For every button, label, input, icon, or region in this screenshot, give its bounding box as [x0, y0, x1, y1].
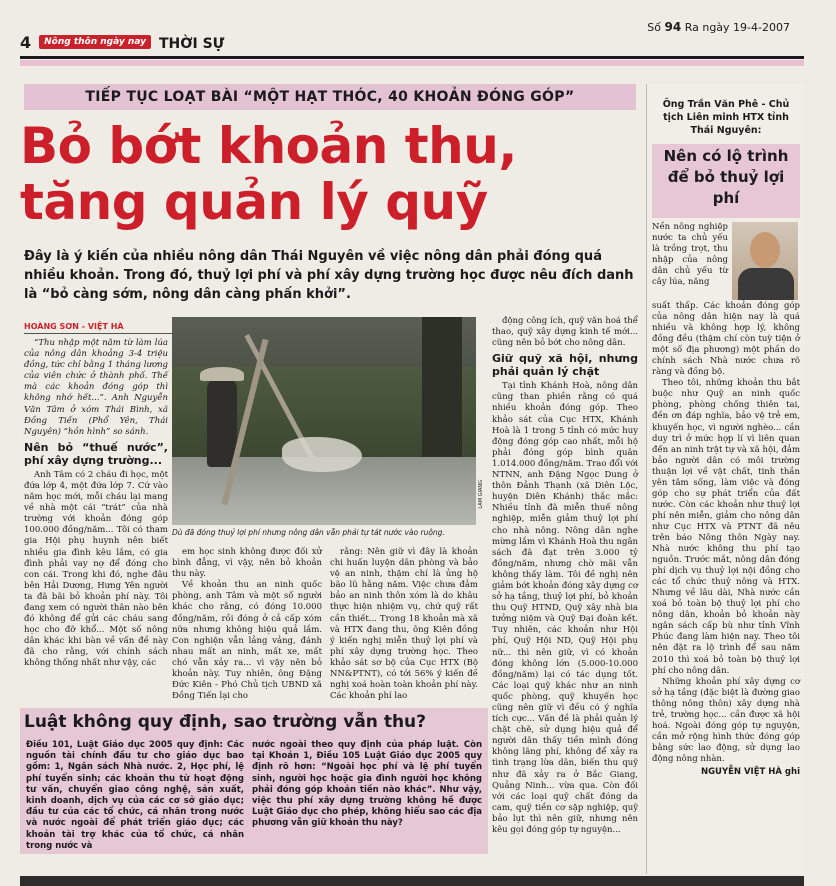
photo-credit: LAM GIANG: [478, 480, 484, 509]
sidebar-paragraph: Những khoản phí xây dựng cơ sở hạ tầng (đặc biệt là đường giao thông nông thôn) xây dựng nhà trẻ, trường học... cần được xã hội hoá. Ngoài đóng góp tự nguyện, cần mở rộng hình thức đóng góp bằng sức lao động, sử dụng lao động nông nhàn.: [652, 676, 800, 764]
signature: NGUYỄN VIỆT HÀ ghi: [700, 766, 800, 777]
portrait-head: [750, 232, 780, 268]
column-4-paragraph: Tại tỉnh Khánh Hoà, nông dân cũng than phiền rằng có quá nhiều khoản đóng góp. Theo khảo sát của Cục HTX, Khánh Hoà là 1 trong 5 tỉnh có mức huy động đóng góp cao nhất, mỗi hộ phải đóng góp bình quân 1.014.000 đồng/năm. Trao đổi với NTNN, anh Đặng Ngọc Dung ở thôn Đảnh Thạnh (xã Diên Lộc, huyện Diên Khánh) thắc mắc: Nhiều tỉnh đã miễn thuế nông nghiệp, miễn giảm thuỷ lợi phí cho nhà nông. Nông dân nghe mừng lắm vì Khánh Hoà thu ngân sách đã đạt trên 3.000 tỷ đồng/năm, nhưng chờ mãi vẫn không thấy làm. Tôi đề nghị nên giảm bớt khoản đóng xây dựng cơ sở hạ tầng, thuỷ lợi phí, bỏ khoản thu Quỹ HTND, Quỹ xây nhà bia tưởng niệm và Quỹ Đại đoàn kết. Tuy nhiên, các khoản như Hội phí, Quỹ Hội ND, Quỹ Hội phụ nữ... thì nên giữ, vì có khoản đóng không lớn (5.000-10.000 đồng/năm) lại có tác dụng tốt. Các loại quỹ khác như an ninh quốc phòng, quỹ khuyến học cũng nên giữ vì đều có ý nghĩa tích cực... Vấn đề là phải quản lý chặt chẽ, sử dụng hiệu quả để người dân thấy tiền mình đóng không lãng phí, không để xảy ra tình trạng lừa dân, biến thu quỹ như đã xảy ra ở Bắc Giang, Quảng Ninh... vừa qua. Còn đối với các loại quỹ chất đóng da cam, quỹ tiền cơ sập nghiệp, quỹ bảo lụt thì nên giữ, nhưng nên kêu gọi đóng góp tự nguyện...: [492, 381, 638, 836]
header-band: [20, 60, 804, 66]
article-column-3: [330, 547, 478, 702]
subheading-social-fund: Giữ quỹ xã hội, nhưng phải quản lý chặt: [492, 352, 638, 379]
column-1-paragraph: “Thu nhập một năm từ làm lúa của nông dân khoảng 3-4 triệu đồng, tức chỉ bằng 1 tháng lương của viên chức ở thành phố. Thế mà các khoản đóng góp thì không nhớ hết...”. Anh Nguyễn Văn Tâm ở xóm Thái Bình, xã Đồng Tiến (Phổ Yên, Thái Nguyên) “hồn hình” so sánh.: [24, 338, 168, 437]
headline-line-2: tăng quản lý quỹ: [20, 173, 488, 231]
issue-info: [647, 20, 790, 34]
column-2-paragraph: em học sinh không được đối xử bình đẳng, vì vậy, nên bỏ khoản thu này.: [172, 547, 322, 580]
article-photo: [172, 317, 476, 525]
column-1-paragraph: Anh Tâm có 2 cháu đi học, một đứa lớp 4, một đứa lớp 7. Cứ vào năm học mới, mỗi cháu lại mang về nhà một cái “trát” của nhà trường với khoản đóng góp 100.000 đồng/năm... Tôi có tham gia Hội phụ huynh nên biết nhiều gia đình kêu lắm, có gia đình phải vay nợ để đóng cho con cái. Trong khi đó, nghe đâu bên Hải Dương, Hưng Yên người ta đã bãi bỏ khoản phí này. Tôi đang xem có người thân nào bên đó không để gửi các cháu sang học cho đỡ khổ... Một số nông dân khác khi bàn về vấn đề này đã cho rằng, với chính sách không thống nhất như vậy, các: [24, 469, 168, 669]
section-name: THỜI SỰ: [159, 36, 225, 52]
column-2-paragraph: Về khoản thu an ninh quốc phòng, anh Tâm và một số người khác cho rằng, có đóng 10.000 đồng/năm, rồi đóng ở cả cấp xóm nữa nhưng không hiệu quả lắm. Con nghiện vẫn lảng vảng, đánh nhau mất an ninh, mất xe, mất chó vẫn xảy ra... vì vậy nên bỏ khoản này. Tuy nhiên, ông Đặng Đức Kiên - Phó Chủ tịch UBND xã Đồng Tiến lại cho: [172, 580, 322, 702]
headline-line-1: Bỏ bớt khoản thu,: [20, 117, 517, 175]
sidebar-paragraph: suất thấp. Các khoản đóng góp của nông dân hiện nay là quá nhiều và không hợp lý, không đồng đều (thậm chí còn tuỳ tiện ở một số địa phương) một phần do chính sách Nhà nước chưa rõ ràng và đồng bộ.: [652, 301, 800, 378]
byline: HOÀNG SƠN - VIỆT HÀ: [24, 322, 172, 334]
photo-water-splash: [282, 437, 362, 472]
sidebar-text: [652, 301, 800, 778]
article-lead: Đây là ý kiến của nhiều nông dân Thái Nguyên về việc nông dân phải đóng quá nhiều khoản. Trong đó, thuỷ lợi phí và phí xây dựng trường học được nêu đích danh là “bỏ càng sớm, nông dân càng phấn khởi”.: [24, 249, 634, 302]
headline: [20, 118, 640, 230]
box-column-right: nước ngoài theo quy định của pháp luật. Còn tại Khoản 1, Điều 105 Luật Giáo dục 2005 quy định rõ hơn: “Ngoài học phí và lệ phí tuyển sinh, người học hoặc gia đình người học không phải đóng góp khoản tiền nào khác”. Như vậy, việc thu phí xây dựng trường không hề được Luật Giáo dục cho phép, không hiểu sao các địa phương vẫn giữ khoản thu này?: [252, 740, 482, 829]
box-column-left: Điều 101, Luật Giáo dục 2005 quy định: Các nguồn tài chính đầu tư cho giáo dục bao gồm: 1, Ngân sách Nhà nước. 2, Học phí, lệ phí tuyển sinh; các khoản thu từ hoạt động tư vấn, chuyển giao công nghệ, sản xuất, kinh doanh, dịch vụ của các cơ sở giáo dục; đầu tư của các tổ chức, cá nhân trong nước và nước ngoài để phát triển giáo dục; các khoản tài trợ khác của tổ chức, cá nhân trong nước và: [26, 740, 244, 851]
series-title: TIẾP TỤC LOẠT BÀI “MỘT HẠT THÓC, 40 KHOẢN ĐÓNG GÓP”: [24, 84, 636, 110]
subheading-fees: Nên bỏ “thuế nước”, phí xây dựng trường...: [24, 440, 168, 467]
sidebar-paragraph: Nền nông nghiệp nước ta chủ yếu là trồng trọt, thu nhập của nông dân chủ yếu từ cây lúa, năng: [652, 222, 728, 287]
photo-conical-hat: [200, 367, 244, 381]
column-3-paragraph: rằng: Nên giữ vì đây là khoản chi huấn luyện dân phòng và bảo vệ an ninh, thậm chí là ủng hộ bão lũ hằng năm. Việc chưa đảm bảo an ninh thôn xóm là do khâu thực hiện nhiệm vụ, chứ quỹ rất cần thiết... Trong 18 khoản mà xã và HTX đang thu, ông Kiên đồng ý kiến nghị miễn thuỷ lợi phí và phí xây dựng trường học. Theo khảo sát sơ bộ của Cục HTX (Bộ NN&PTNT), có tới 56% ý kiến đề nghị xoá hoàn toàn khoản phí này. Các khoản phí lao: [330, 547, 478, 702]
issue-date: Ra ngày 19-4-2007: [684, 21, 790, 34]
article-column-1: [24, 338, 168, 670]
box-title: Luật không quy định, sao trường vẫn thu?: [24, 712, 427, 732]
sidebar-paragraph: Theo tôi, những khoản thu bắt buộc như Quỹ an ninh quốc phòng, phòng chống thiên tai, đền ơn đáp nghĩa, bảo vệ trẻ em, khuyến học, vì người nghèo... cần duy trì ở mức hợp lí vì liên quan đến an ninh trật tự và xã hội, đảm bảo người dân có môi trường thuận lợi về vật chất, tinh thần yên tâm sống, làm việc và đóng góp cho sự phát triển của đất nước. Còn các khoản như thuỷ lợi phí nên miễn, giảm cho nông dân như Cục HTX và PTNT đã nêu trên báo Nông thôn Ngày nay. Nhà nước không thu phí tạo nguồn. Trước mắt, nông dân đóng phí dịch vụ thuỷ lợi nội đồng cho các tổ chức thuỷ nông và HTX. Nhưng về lâu dài, Nhà nước cần xoá bỏ toàn bộ thuỷ lợi phí cho nông dân, khoản bỏ khoản này ngân sách cấp bù như tỉnh Vĩnh Phúc đang làm hiện nay. Theo tôi nên đặt ra lộ trình để sau năm 2010 thì xoá bỏ toàn bộ thuỷ lợi phí cho nông dân.: [652, 378, 800, 676]
page-header: [20, 16, 800, 52]
article-column-2: [172, 547, 322, 702]
header-rule: [20, 56, 804, 59]
photo-tree: [422, 317, 462, 457]
portrait-photo: [732, 222, 798, 300]
issue-number: 94: [664, 20, 682, 34]
sidebar-title: Nên có lộ trình để bỏ thuỷ lợi phí: [663, 147, 789, 207]
article-column-4: [492, 316, 638, 836]
photo-caption: Dù đã đóng thuỷ lợi phí nhưng nông dân vẫn phải tự tát nước vào ruộng.: [172, 528, 445, 537]
page-number: 4: [20, 33, 32, 52]
column-4-paragraph: động công ích, quỹ văn hoá thể thao, quỹ xây dựng kinh tế mới... cũng nên bỏ bớt cho nông dân.: [492, 316, 638, 349]
newspaper-logo: Nông thôn ngày nay: [39, 35, 151, 49]
footer-bar: [20, 876, 804, 886]
photo-farmer: [207, 377, 237, 467]
interviewee-name: Ông Trần Văn Phê - Chủ tịch Liên minh HTX tỉnh Thái Nguyên:: [662, 99, 790, 136]
portrait-body: [738, 268, 794, 300]
issue-label: Số: [647, 21, 662, 34]
